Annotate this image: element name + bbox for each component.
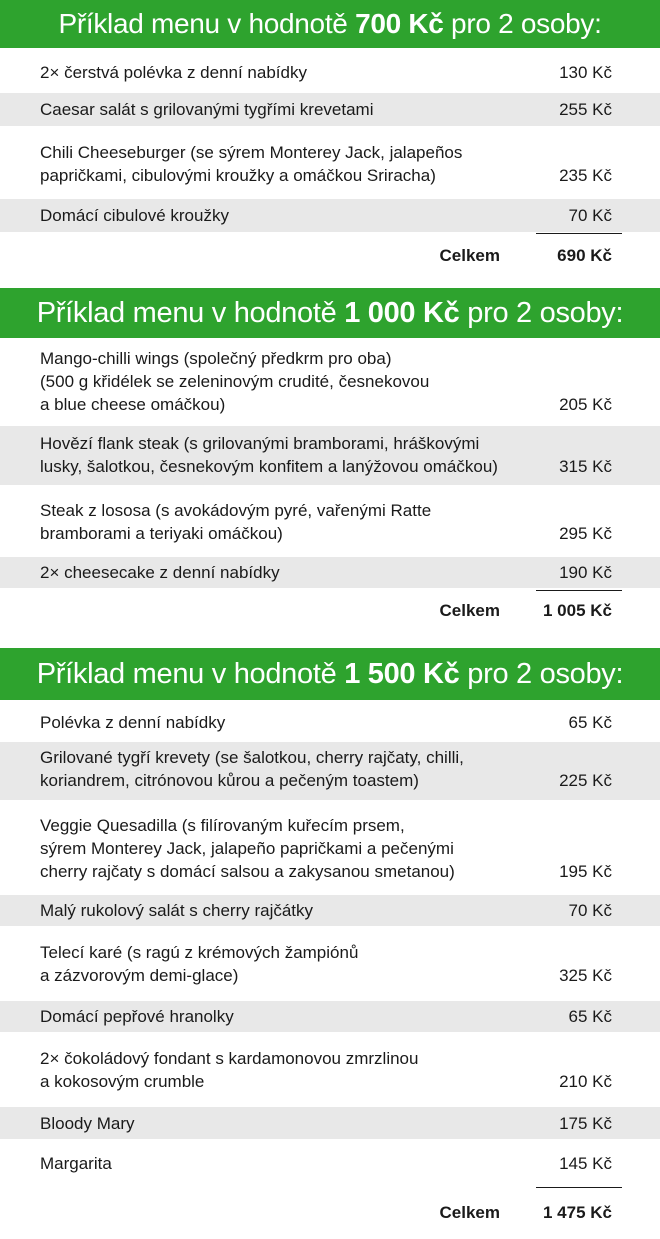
menu-item xyxy=(0,895,660,926)
menu-item-name: Telecí karé (s ragú z krémových žampiónů a zázvorovým demi-glace) xyxy=(40,943,359,985)
menu-item-price: 235 Kč xyxy=(559,166,612,185)
menu-item-name: Margarita xyxy=(40,1154,112,1173)
menu-item xyxy=(0,1032,660,1107)
total-label: Celkem xyxy=(439,600,500,620)
menu-title-pre: Příklad menu v hodnotě xyxy=(36,658,337,690)
menu-item-name: Chili Cheeseburger (se sýrem Monterey Jack, jalapeños papričkami, cibulovými kroužky a omáčkou Sriracha) xyxy=(40,143,463,185)
menu-title-pre: Příklad menu v hodnotě xyxy=(36,297,337,329)
menu-header xyxy=(0,0,660,48)
menu-title-amount: 1 500 Kč xyxy=(344,658,460,690)
menu-item xyxy=(0,126,660,199)
menu-item xyxy=(0,338,660,426)
total-divider xyxy=(536,1187,622,1188)
menu-item-name: Mango-chilli wings (společný předkrm pro oba) (500 g křidélek se zeleninovým crudité, česnekovou a blue cheese omáčkou) xyxy=(40,349,430,414)
menu-item-name: Steak z lososa (s avokádovým pyré, vařenými Ratte bramborami a teriyaki omáčkou) xyxy=(40,501,432,543)
menu-item-price: 70 Kč xyxy=(568,901,612,920)
menu-title-post: pro 2 osoby: xyxy=(451,8,602,39)
menu-item-price: 190 Kč xyxy=(559,563,612,582)
menu-item-name: 2× čokoládový fondant s kardamonovou zmrzlinou a kokosovým crumble xyxy=(40,1049,419,1091)
menu-item xyxy=(0,1139,660,1187)
menu-title-post: pro 2 osoby: xyxy=(467,297,624,329)
menu-total xyxy=(0,1187,660,1239)
menu-header xyxy=(0,288,660,338)
total-value: 1 005 Kč xyxy=(543,600,612,620)
menu-1000 xyxy=(0,288,660,648)
menu-item-price: 205 Kč xyxy=(559,395,612,414)
menu-item xyxy=(0,1001,660,1032)
total-label: Celkem xyxy=(439,246,500,265)
menu-item-price: 175 Kč xyxy=(559,1114,612,1133)
menu-item-price: 130 Kč xyxy=(559,63,612,82)
menu-item xyxy=(0,742,660,800)
menu-item-name: Hovězí flank steak (s grilovanými bramborami, hráškovými lusky, šalotkou, česnekovým konfitem a lanýžovou omáčkou) xyxy=(40,434,498,476)
menu-total xyxy=(0,588,660,633)
menu-item xyxy=(0,426,660,485)
menu-item-name: Veggie Quesadilla (s filírovaným kuřecím prsem, sýrem Monterey Jack, jalapeño papričkami a pečenými cherry rajčaty s domácí salsou a zakysanou smetanou) xyxy=(40,816,455,881)
menu-item xyxy=(0,557,660,588)
menu-item-name: Grilované tygří krevety (se šalotkou, cherry rajčaty, chilli, koriandrem, citrónovou kůrou a pečeným toastem) xyxy=(40,748,464,790)
menu-item xyxy=(0,199,660,232)
menu-item-price: 210 Kč xyxy=(559,1072,612,1091)
menu-item-name: 2× čerstvá polévka z denní nabídky xyxy=(40,63,307,82)
menu-item-price: 225 Kč xyxy=(559,771,612,790)
menu-item-name: Caesar salát s grilovanými tygřími krevetami xyxy=(40,100,374,119)
menu-item-name: Polévka z denní nabídky xyxy=(40,713,226,732)
menu-item-price: 70 Kč xyxy=(568,206,612,225)
menu-item-name: Malý rukolový salát s cherry rajčátky xyxy=(40,901,314,920)
menu-item-price: 65 Kč xyxy=(568,713,612,732)
menu-item-price: 255 Kč xyxy=(559,100,612,119)
menu-item-price: 145 Kč xyxy=(559,1154,612,1173)
menu-item xyxy=(0,485,660,557)
menu-1500 xyxy=(0,648,660,1239)
menu-item xyxy=(0,926,660,1001)
menu-item-name: Domácí pepřové hranolky xyxy=(40,1007,234,1026)
total-value: 1 475 Kč xyxy=(543,1203,612,1222)
menu-item-name: Domácí cibulové kroužky xyxy=(40,206,229,225)
menu-title-post: pro 2 osoby: xyxy=(467,658,624,690)
menu-item-name: 2× cheesecake z denní nabídky xyxy=(40,563,280,582)
total-label: Celkem xyxy=(439,1203,500,1222)
menu-item-price: 325 Kč xyxy=(559,966,612,985)
menu-item xyxy=(0,48,660,93)
menu-item-name: Bloody Mary xyxy=(40,1114,135,1133)
menu-title-amount: 1 000 Kč xyxy=(344,297,460,329)
menu-title-pre: Příklad menu v hodnotě xyxy=(58,8,348,39)
total-divider xyxy=(536,233,622,234)
menu-item-price: 315 Kč xyxy=(559,457,612,476)
total-value: 690 Kč xyxy=(557,246,612,265)
menu-item xyxy=(0,93,660,126)
menu-item xyxy=(0,800,660,895)
menu-item-price: 295 Kč xyxy=(559,524,612,543)
menu-title-amount: 700 Kč xyxy=(355,8,444,39)
menu-item-price: 65 Kč xyxy=(568,1007,612,1026)
menu-700 xyxy=(0,0,660,288)
menu-total xyxy=(0,232,660,280)
menu-item xyxy=(0,1107,660,1139)
menu-item-price: 195 Kč xyxy=(559,862,612,881)
menu-item xyxy=(0,700,660,742)
total-divider xyxy=(536,590,622,591)
menu-header xyxy=(0,648,660,700)
